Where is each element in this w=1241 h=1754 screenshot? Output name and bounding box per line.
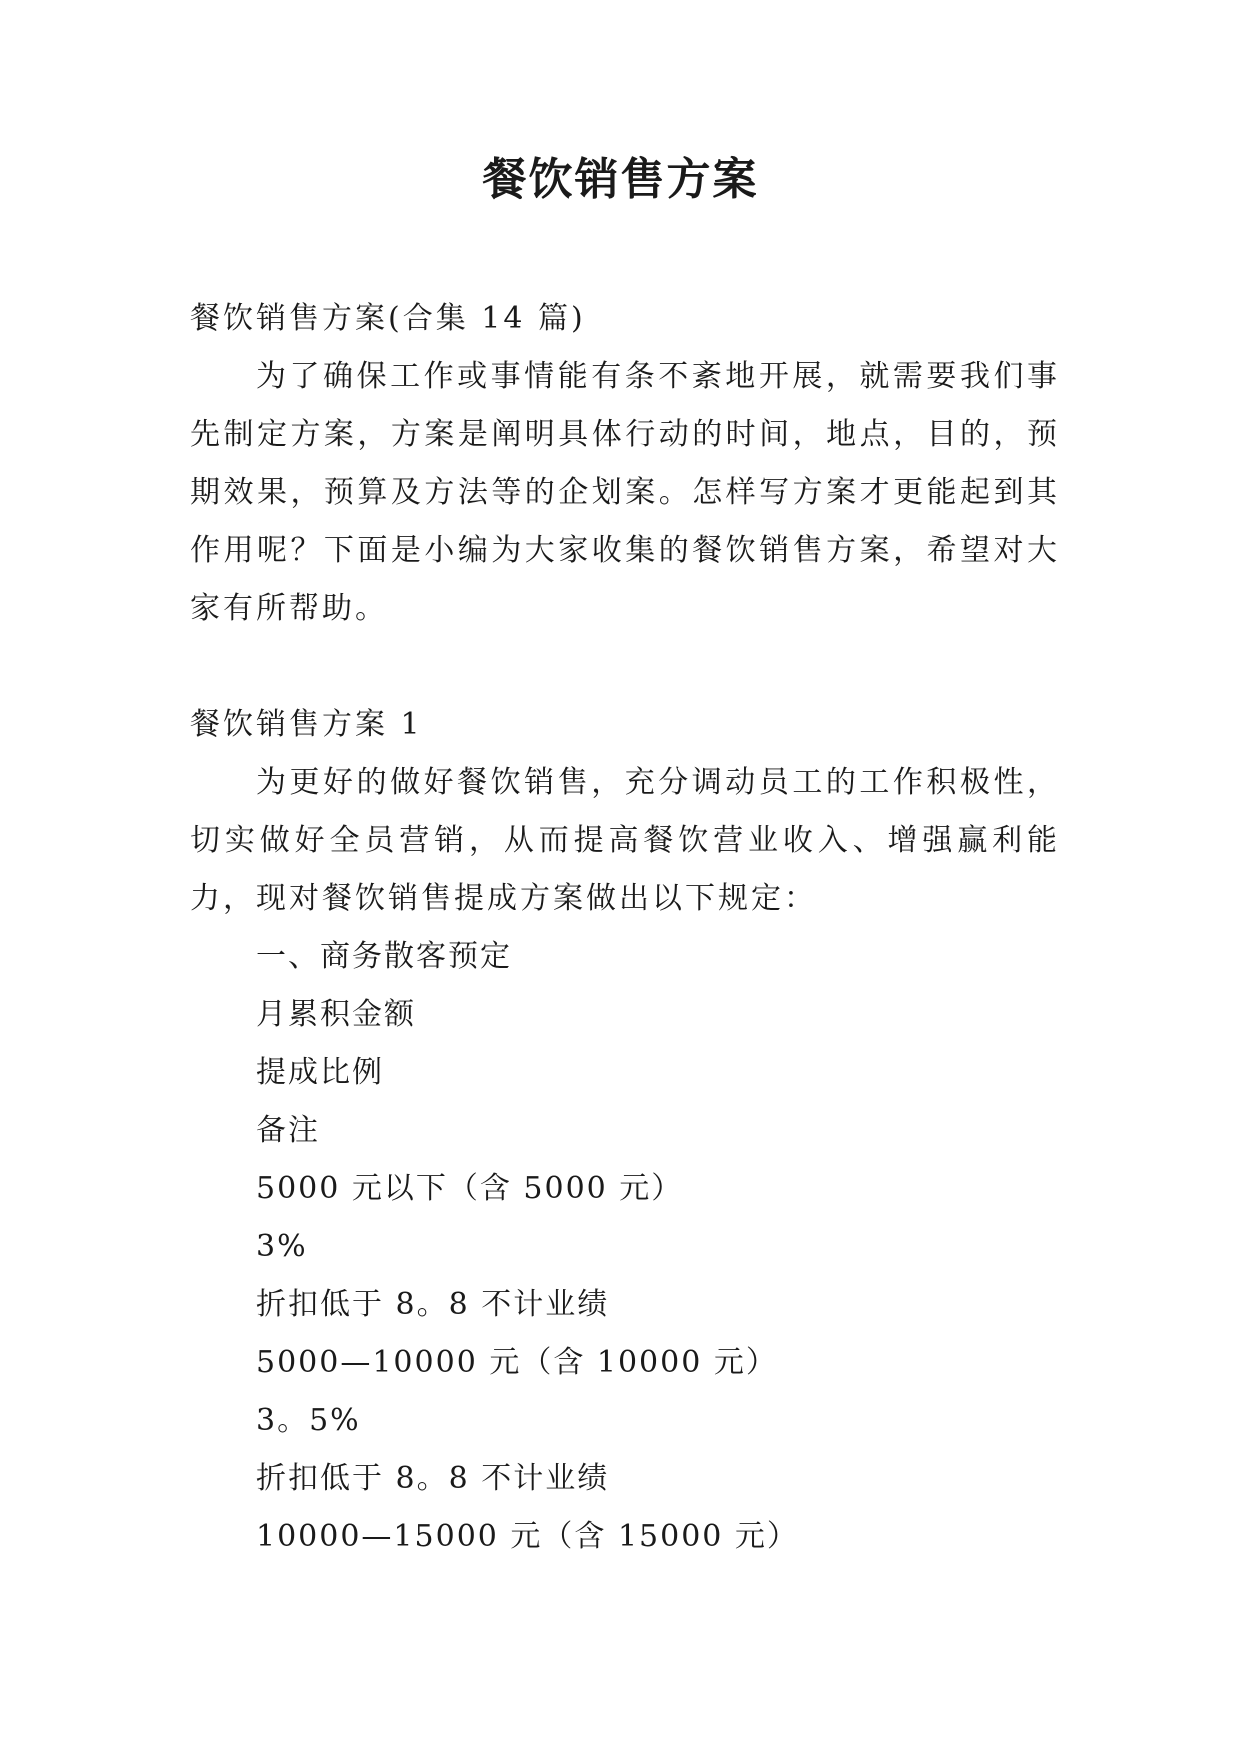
list-item: 5000—10000 元（含 10000 元） [256, 1345, 778, 1380]
document-title: 餐饮销售方案 [482, 154, 759, 205]
list-item: 月累积金额 [256, 997, 416, 1032]
list-item: 一、商务散客预定 [256, 939, 512, 974]
list-item: 提成比例 [256, 1055, 384, 1090]
list-item: 折扣低于 8。8 不计业绩 [256, 1287, 610, 1322]
section-paragraph: 为更好的做好餐饮销售，充分调动员工的工作积极性，切实做好全员营销，从而提高餐饮营业收入、增强赢利能力，现对餐饮销售提成方案做出以下规定： [190, 765, 1060, 916]
section-heading: 餐饮销售方案 1 [190, 707, 423, 742]
list-item: 备注 [256, 1113, 320, 1148]
list-item: 3。5% [256, 1403, 361, 1438]
list-item: 3% [256, 1229, 308, 1264]
intro-paragraph: 为了确保工作或事情能有条不紊地开展，就需要我们事先制定方案，方案是阐明具体行动的时间，地点，目的，预期效果，预算及方法等的企划案。怎样写方案才更能起到其作用呢？下面是小编为大家收集的餐饮销售方案，希望对大家有所帮助。 [190, 359, 1060, 626]
spacer [190, 638, 1060, 696]
list-item: 10000—15000 元（含 15000 元） [256, 1519, 799, 1554]
collection-heading: 餐饮销售方案(合集 14 篇) [190, 301, 586, 336]
document-body [190, 290, 1060, 1566]
list-item: 折扣低于 8。8 不计业绩 [256, 1461, 610, 1496]
list-item: 5000 元以下（含 5000 元） [256, 1171, 684, 1206]
